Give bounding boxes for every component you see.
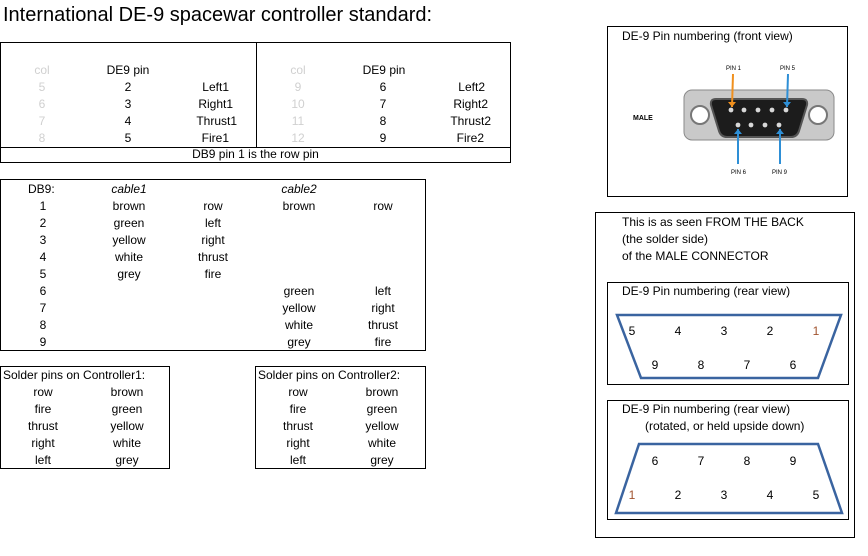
- solder2-color: white: [367, 436, 396, 450]
- pin-dot: [756, 108, 761, 113]
- solder1-function: left: [34, 453, 51, 467]
- db9-pin-number: 6: [39, 284, 47, 298]
- pin-dot: [749, 123, 754, 128]
- cable1-function: row: [203, 199, 223, 213]
- col-header-right: col: [290, 63, 306, 77]
- solder2-function: left: [289, 453, 306, 467]
- pin-label: Thrust2: [450, 114, 491, 128]
- db9-pin-number: 9: [39, 335, 47, 349]
- col-value: 10: [291, 97, 305, 111]
- rotated-pin-label: 8: [743, 454, 751, 468]
- cable1-function: fire: [204, 267, 222, 281]
- solder2-color: yellow: [365, 419, 399, 433]
- male-label: MALE: [633, 115, 653, 122]
- pin-dot: [763, 123, 768, 128]
- db9-pin-number: 2: [39, 216, 47, 230]
- pin-dot: [770, 108, 775, 113]
- cable1-function: [181, 334, 245, 351]
- cable2-header: cable2: [281, 182, 317, 196]
- cable1-color: green: [113, 216, 145, 230]
- pin-label: Fire2: [456, 131, 484, 145]
- front-view-panel: [607, 26, 848, 197]
- rear-pin-label: 8: [697, 358, 705, 372]
- rear-view-diagram: [608, 301, 848, 385]
- solder1-header: Solder pins on Controller1:: [3, 368, 146, 382]
- cable1-color: brown: [112, 199, 146, 213]
- cable2-function: thrust: [367, 318, 398, 332]
- col-value: 7: [38, 114, 46, 128]
- cable1-color: [97, 300, 161, 317]
- cable1-function: thrust: [197, 250, 228, 264]
- rotated-pin-label: 4: [766, 488, 774, 502]
- db9-pin-number: 5: [39, 267, 47, 281]
- cable1-color: yellow: [112, 233, 146, 247]
- db9-pin-number: 4: [39, 250, 47, 264]
- rear-pin-label: 6: [789, 358, 797, 372]
- cable1-function: [181, 317, 245, 334]
- pin-label: Fire1: [201, 131, 229, 145]
- back-note-line3: of the MALE CONNECTOR: [622, 249, 769, 263]
- cable2-function: row: [373, 199, 393, 213]
- solder1-function: thrust: [27, 419, 58, 433]
- solder2-function: row: [288, 385, 308, 399]
- solder1-color: brown: [110, 385, 144, 399]
- cable1-color: grey: [117, 267, 141, 281]
- rear-pin-label: 4: [674, 324, 682, 338]
- cable2-color: brown: [282, 199, 316, 213]
- pin-dot: [729, 108, 734, 113]
- pin-table-footer: DB9 pin 1 is the row pin: [192, 147, 319, 161]
- pin-dot: [742, 108, 747, 113]
- cable1-color: [97, 283, 161, 300]
- pin-header-right: DE9 pin: [362, 63, 406, 77]
- cable1-function: [181, 300, 245, 317]
- cable2-color: [267, 266, 331, 283]
- cable2-color: [267, 232, 331, 249]
- solder2-header: Solder pins on Controller2:: [258, 368, 401, 382]
- mount-hole-left: [691, 106, 709, 124]
- cable1-function: [181, 283, 245, 300]
- pin-dot: [777, 123, 782, 128]
- col-value: 11: [291, 114, 305, 128]
- cable2-function: [351, 266, 415, 283]
- cable1-function: right: [201, 233, 225, 247]
- pin-label: Thrust1: [196, 114, 237, 128]
- col-value: 9: [294, 80, 302, 94]
- pin-label: Right2: [453, 97, 488, 111]
- cable2-function: [351, 249, 415, 266]
- pin6-label: PIN 6: [731, 170, 747, 176]
- cable-table: [0, 179, 426, 351]
- col-value: 12: [291, 131, 305, 145]
- rear-view-title: DE-9 Pin numbering (rear view): [622, 284, 791, 298]
- solder2-color: grey: [370, 453, 394, 467]
- cable1-color: [97, 317, 161, 334]
- solder1-color: grey: [115, 453, 139, 467]
- cable2-color: white: [284, 318, 313, 332]
- pin5-label: PIN 5: [780, 66, 796, 72]
- col-value: 6: [38, 97, 46, 111]
- db9-header: DB9:: [28, 182, 55, 196]
- rotated-pin-label: 1: [628, 488, 636, 502]
- db9-pin-number: 1: [39, 199, 47, 213]
- solder2-color: green: [366, 402, 398, 416]
- solder1-function: right: [31, 436, 55, 450]
- solder2-color: brown: [365, 385, 399, 399]
- cable2-function: [351, 232, 415, 249]
- rotated-pin-label: 2: [674, 488, 682, 502]
- pin1-label: PIN 1: [726, 66, 742, 72]
- back-note-line1: This is as seen FROM THE BACK: [622, 215, 804, 229]
- cable1-color: [97, 334, 161, 351]
- cable1-color: white: [114, 250, 143, 264]
- db9-pin-number: 7: [39, 301, 47, 315]
- rear-pin-label: 5: [628, 324, 636, 338]
- cable2-function: left: [374, 284, 391, 298]
- pin-table-divider: [256, 43, 257, 147]
- cable2-function: [351, 215, 415, 232]
- cable2-color: [267, 215, 331, 232]
- rotated-view-subtitle: (rotated, or held upside down): [645, 419, 805, 433]
- rotated-view-panel: [607, 400, 849, 520]
- rear-pin-label: 9: [651, 358, 659, 372]
- rotated-pin-label: 3: [720, 488, 728, 502]
- col-value: 5: [38, 80, 46, 94]
- col-value: 8: [38, 131, 46, 145]
- rotated-view-diagram: [608, 437, 848, 519]
- connector-shell: [711, 99, 807, 137]
- pin-header-left: DE9 pin: [106, 63, 150, 77]
- rear-pin-label: 2: [766, 324, 774, 338]
- solder1-color: yellow: [110, 419, 144, 433]
- pin-value: 8: [379, 114, 387, 128]
- cable2-function: fire: [374, 335, 392, 349]
- solder1-function: row: [33, 385, 53, 399]
- pin-label: Left2: [458, 80, 485, 94]
- rotated-pin-label: 7: [697, 454, 705, 468]
- solder1-color: white: [112, 436, 141, 450]
- cable1-header: cable1: [111, 182, 147, 196]
- page-title: International DE-9 spacewar controller standard:: [3, 4, 433, 26]
- cable2-color: [267, 249, 331, 266]
- rear-pin-label: 3: [720, 324, 728, 338]
- rear-pin-label: 1: [812, 324, 820, 338]
- rotated-pin-label: 6: [651, 454, 659, 468]
- pin-label: Right1: [198, 97, 233, 111]
- cable2-function: right: [371, 301, 395, 315]
- db9-pin-number: 8: [39, 318, 47, 332]
- pin-label: Left1: [202, 80, 229, 94]
- pin-value: 4: [124, 114, 132, 128]
- rear-pin-label: 7: [743, 358, 751, 372]
- pin-table: [0, 42, 511, 163]
- pin-value: 7: [379, 97, 387, 111]
- rotated-view-title: DE-9 Pin numbering (rear view): [622, 402, 791, 416]
- solder2-function: thrust: [282, 419, 313, 433]
- solder1-table: [0, 366, 170, 469]
- col-header-left: col: [34, 63, 50, 77]
- cable2-color: green: [283, 284, 315, 298]
- solder1-function: fire: [34, 402, 52, 416]
- rear-view-panel: [607, 282, 849, 385]
- cable2-color: grey: [287, 335, 311, 349]
- rotated-pin-label: 9: [789, 454, 797, 468]
- solder2-function: right: [286, 436, 310, 450]
- pin9-label: PIN 9: [772, 170, 788, 176]
- solder2-function: fire: [289, 402, 307, 416]
- pin-value: 3: [124, 97, 132, 111]
- pin-value: 9: [379, 131, 387, 145]
- rotated-view-outline: [616, 444, 842, 513]
- back-note-line2: (the solder side): [622, 232, 709, 246]
- solder1-color: green: [111, 402, 143, 416]
- solder2-table: [255, 366, 426, 469]
- back-view-panel: [595, 212, 855, 538]
- cable1-function: left: [204, 216, 221, 230]
- db9-pin-number: 3: [39, 233, 47, 247]
- pin-value: 6: [379, 80, 387, 94]
- pin-value: 2: [124, 80, 132, 94]
- rear-view-outline: [617, 315, 841, 378]
- rotated-pin-label: 5: [812, 488, 820, 502]
- pin-value: 5: [124, 131, 132, 145]
- pin-dot: [736, 123, 741, 128]
- pin-dot: [784, 108, 789, 113]
- cable2-color: yellow: [282, 301, 316, 315]
- db9-front-illustration: [608, 47, 847, 197]
- mount-hole-right: [809, 106, 827, 124]
- front-view-title: DE-9 Pin numbering (front view): [622, 29, 793, 43]
